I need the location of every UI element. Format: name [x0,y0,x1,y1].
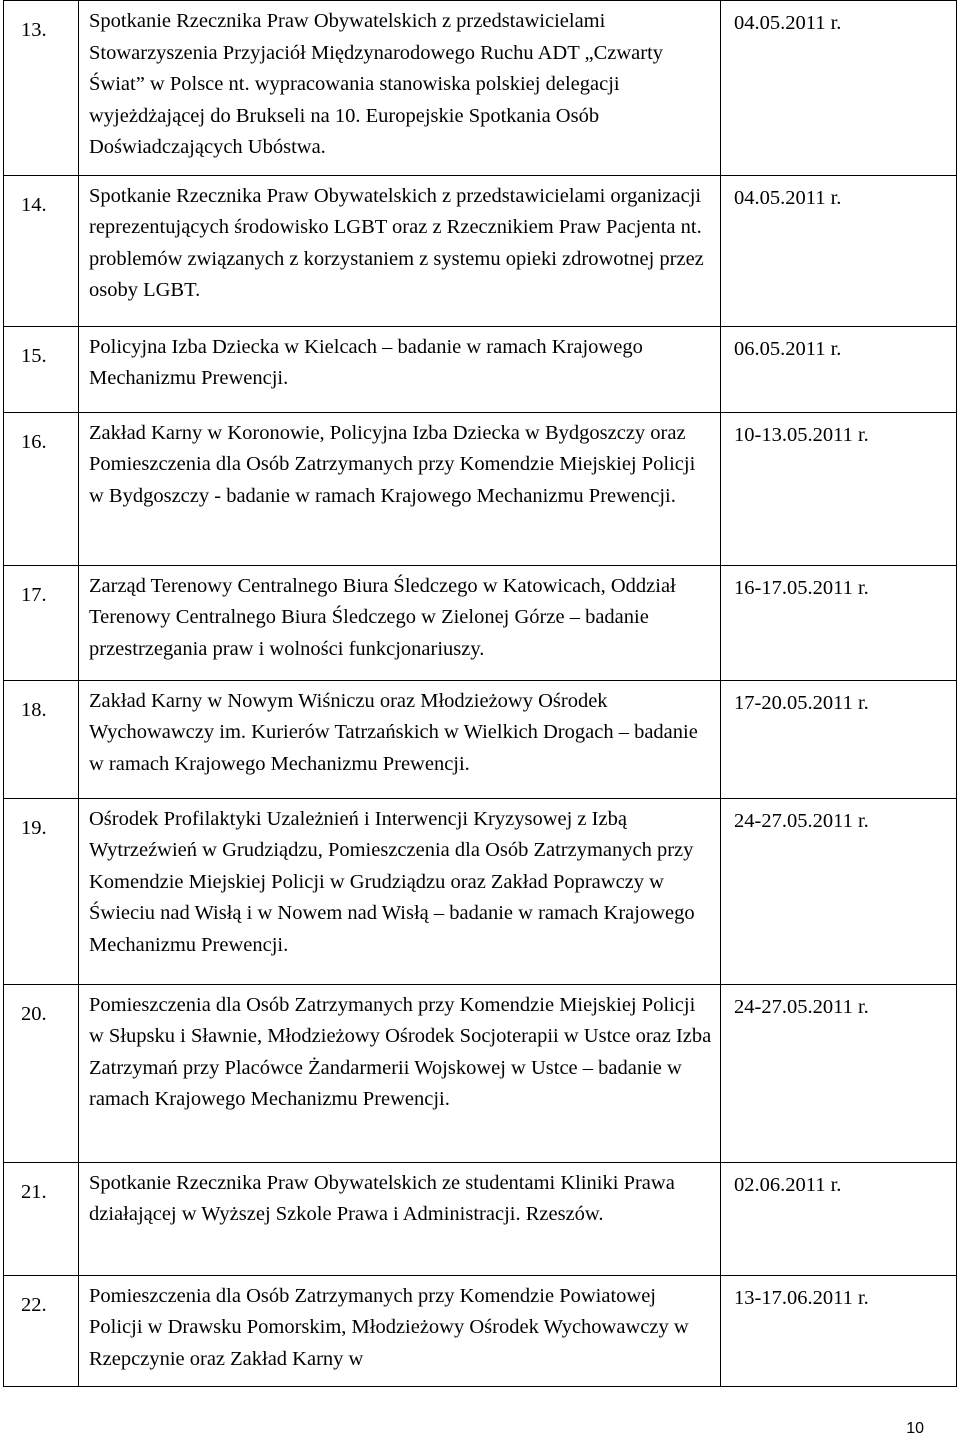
row-date: 24-27.05.2011 r. [721,798,957,984]
table-row [4,412,957,565]
row-description: Ośrodek Profilaktyki Uzależnień i Interwencji Kryzysowej z Izbą Wytrzeźwień w Grudziądzu, Pomieszczenia dla Osób Zatrzymanych przy Komendzie Miejskiej Policji w Grudziądzu oraz Zakład Poprawczy w Świeciu nad Wisłą i w Nowem nad Wisłą – badanie w ramach Krajowego Mechanizmu Prewencji. [79,798,721,984]
row-date: 06.05.2011 r. [721,326,957,412]
row-date: 04.05.2011 r. [721,175,957,326]
row-description: Spotkanie Rzecznika Praw Obywatelskich ze studentami Kliniki Prawa działającej w Wyższej Szkole Prawa i Administracji. Rzeszów. [79,1162,721,1275]
row-description: Pomieszczenia dla Osób Zatrzymanych przy Komendzie Miejskiej Policji w Słupsku i Sławnie, Młodzieżowy Ośrodek Socjoterapii w Ustce oraz Izba Zatrzymań przy Placówce Żandarmerii Wojskowej w Ustce – badanie w ramach Krajowego Mechanizmu Prewencji. [79,984,721,1162]
row-description: Pomieszczenia dla Osób Zatrzymanych przy Komendzie Powiatowej Policji w Drawsku Pomorskim, Młodzieżowy Ośrodek Wychowawczy w Rzepczynie oraz Zakład Karny w [79,1275,721,1387]
row-number: 14. [4,175,79,326]
row-description: Spotkanie Rzecznika Praw Obywatelskich z przedstawicielami Stowarzyszenia Przyjaciół Międzynarodowego Ruchu ADT „Czwarty Świat” w Polsce nt. wypracowania stanowiska polskiej delegacji wyjeżdżającej do Brukseli na 10. Europejskie Spotkania Osób Doświadczających Ubóstwa. [79,1,721,176]
table-row [4,798,957,984]
row-number: 21. [4,1162,79,1275]
page-number: 10 [906,1420,924,1437]
row-number: 22. [4,1275,79,1387]
row-description: Policyjna Izba Dziecka w Kielcach – badanie w ramach Krajowego Mechanizmu Prewencji. [79,326,721,412]
table-row [4,984,957,1162]
table-row [4,1162,957,1275]
row-number: 18. [4,680,79,798]
table-row [4,1275,957,1387]
row-date: 10-13.05.2011 r. [721,412,957,565]
table-row [4,175,957,326]
row-date: 04.05.2011 r. [721,1,957,176]
row-description: Zakład Karny w Nowym Wiśniczu oraz Młodzieżowy Ośrodek Wychowawczy im. Kurierów Tatrzańskich w Wielkich Drogach – badanie w ramach Krajowego Mechanizmu Prewencji. [79,680,721,798]
row-number: 16. [4,412,79,565]
table-row [4,565,957,680]
row-date: 13-17.06.2011 r. [721,1275,957,1387]
activities-table [3,0,957,1387]
table-row [4,680,957,798]
row-description: Zarząd Terenowy Centralnego Biura Śledczego w Katowicach, Oddział Terenowy Centralnego Biura Śledczego w Zielonej Górze – badanie przestrzegania praw i wolności funkcjonariuszy. [79,565,721,680]
row-number: 19. [4,798,79,984]
row-number: 17. [4,565,79,680]
table-row [4,326,957,412]
row-number: 20. [4,984,79,1162]
row-description: Spotkanie Rzecznika Praw Obywatelskich z przedstawicielami organizacji reprezentujących środowisko LGBT oraz z Rzecznikiem Praw Pacjenta nt. problemów związanych z korzystaniem z systemu opieki zdrowotnej przez osoby LGBT. [79,175,721,326]
row-date: 24-27.05.2011 r. [721,984,957,1162]
row-date: 16-17.05.2011 r. [721,565,957,680]
row-date: 02.06.2011 r. [721,1162,957,1275]
row-date: 17-20.05.2011 r. [721,680,957,798]
row-number: 13. [4,1,79,176]
row-description: Zakład Karny w Koronowie, Policyjna Izba Dziecka w Bydgoszczy oraz Pomieszczenia dla Osób Zatrzymanych przy Komendzie Miejskiej Policji w Bydgoszczy - badanie w ramach Krajowego Mechanizmu Prewencji. [79,412,721,565]
row-number: 15. [4,326,79,412]
table-row [4,1,957,176]
